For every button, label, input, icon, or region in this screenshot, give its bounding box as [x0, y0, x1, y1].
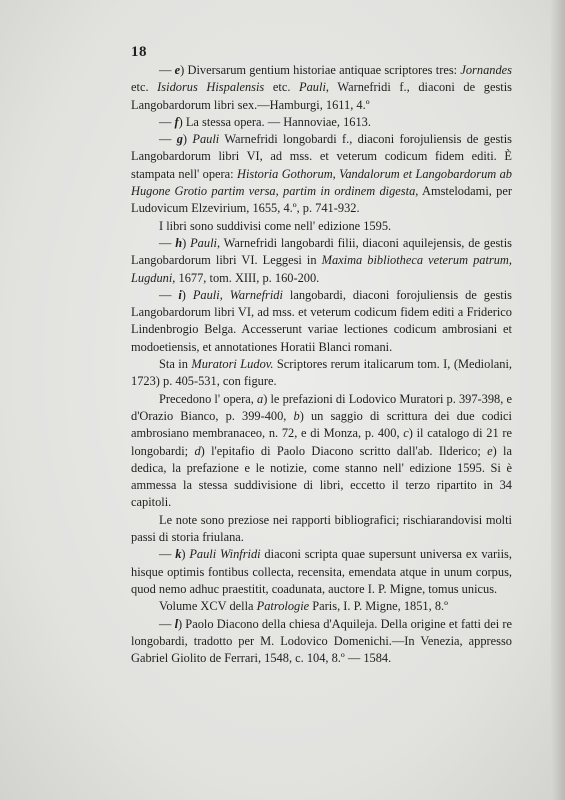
- italic-text: c: [403, 426, 409, 441]
- text-run: Warnefridi langobardi filii, diaconi aquilejensis, de gestis Langobardorum libri VI. Leggesi in: [131, 235, 512, 268]
- italic-text: Pauli: [192, 132, 220, 147]
- text-run: —: [159, 63, 175, 77]
- text-run: —: [159, 547, 176, 562]
- italic-text: Muratori Ludov.: [191, 357, 274, 372]
- paragraph: [131, 235, 512, 287]
- italic-text: Maxima bibliotheca veterum patrum, Lugduni,: [131, 253, 512, 285]
- paragraph: [131, 62, 512, 114]
- text-run: I libri sono suddivisi come nell' edizione 1595.: [159, 218, 392, 233]
- italic-text: Pauli,: [190, 235, 221, 250]
- text-run: ) la dedica, la prefazione e le notizie, come stanno nell' edizione 1595. Si è ammessa la stessa suddivisione di libri, eccetto il terzo ripartito in 34 capitoli.: [131, 443, 512, 510]
- entry-marker: f: [174, 114, 179, 129]
- entry-marker: i: [178, 287, 182, 302]
- text-run: 1677, tom. XIII, p. 160-200.: [175, 270, 320, 285]
- italic-text: b: [293, 408, 300, 423]
- text-run: ): [182, 132, 193, 147]
- text-run: Sta in: [159, 357, 192, 372]
- text-run: Amstelodami, per Ludovicum Elzevirium, 1655, 4.º, p. 741-932.: [131, 184, 512, 216]
- italic-text: Jornandes: [460, 63, 512, 77]
- text-run: Le note sono preziose nei rapporti bibliografici; rischiarandovisi molti passi di storia friulana.: [131, 512, 512, 545]
- italic-text: Patrologie: [256, 599, 310, 614]
- page-number: 18: [131, 44, 147, 60]
- italic-text: Pauli: [299, 80, 326, 95]
- text-run: ): [182, 235, 191, 250]
- italic-text: Historia Gothorum, Vandalorum et Langobardorum ab Hugone Grotio partim versa, partim in ordinem digesta,: [131, 166, 513, 199]
- paragraph: [131, 356, 512, 391]
- paragraph: [131, 512, 512, 547]
- paragraph: [131, 546, 512, 598]
- italic-text: e: [487, 443, 493, 458]
- italic-text: a: [257, 391, 264, 406]
- text-run: diaconi scripta quae supersunt universa ex variis, hisque optimis fontibus collecta, recensita, emendata atque in unum corpus, quod nemo adhuc praestitit, coadunata, auctore I. P. Migne, tomus unicus.: [131, 547, 512, 596]
- text-run: ) le prefazioni di Lodovico Muratori p. 397-398, e d'Orazio Bianco, p. 399-400,: [131, 391, 512, 423]
- text-run: Warnefridi longobardi f., diaconi forojuliensis de gestis Langobardorum libri VI, ad mss. et veterum codicum fidem editi. È stampata nell' opera:: [131, 132, 512, 181]
- text-run: , Warnefridi f., diaconi de gestis Langobardorum libri sex.—Hamburgi, 1611, 4.º: [131, 80, 512, 112]
- text-run: ): [181, 547, 190, 562]
- text-run: ) l'epitafio di Paolo Diacono scritto dall'ab. Ilderico;: [200, 443, 488, 458]
- text-run: etc.: [264, 80, 300, 95]
- text-run: ) Paolo Diacono della chiesa d'Aquileja. Della origine et fatti dei re longobardi, tradotto per M. Lodovico Domenichi.—In Venezia, appresso Gabriel Giolito de Ferrari, 1548, c. 104, 8.º — 1584.: [131, 616, 512, 666]
- text-run: ) Diversarum gentium historiae antiquae scriptores tres:: [180, 63, 461, 77]
- entry-marker: l: [174, 616, 179, 631]
- paragraph: [131, 114, 512, 131]
- entry-marker: e: [174, 63, 181, 77]
- text-run: —: [159, 616, 175, 631]
- italic-text: d: [194, 443, 201, 458]
- text-run: —: [159, 132, 177, 147]
- italic-text: Pauli Winfridi: [189, 547, 261, 562]
- paragraph: [131, 218, 512, 235]
- paragraph: [131, 598, 512, 615]
- text-run: ) un saggio di scrittura dei due codici ambrosiano membranaceo, n. 72, e di Monza, p. 400,: [131, 408, 512, 441]
- text-run: ) il catalogo di 21 re longobardi;: [131, 426, 512, 458]
- entry-marker: k: [175, 547, 182, 562]
- text-run: Paris, I. P. Migne, 1851, 8.º: [309, 599, 448, 614]
- italic-text: Pauli, Warnefridi: [192, 287, 283, 302]
- text-run: ): [181, 287, 193, 302]
- text-run: Precedono l' opera,: [159, 391, 258, 406]
- text-run: —: [159, 235, 176, 250]
- text-run: —: [159, 114, 175, 129]
- page-gutter-shadow: [551, 0, 565, 800]
- text-run: —: [159, 287, 179, 302]
- entry-marker: g: [176, 132, 183, 147]
- text-run: Scriptores rerum italicarum tom. I, (Mediolani, 1723) p. 405-531, con figure.: [131, 357, 512, 389]
- paragraph: [131, 131, 512, 217]
- text-run: langobardi, diaconi forojuliensis de gestis Langobardorum libri VI, ad mss. et veterum codicum fidem editi a Friderico Lindenbrogio Belga. Accesserunt variae lectiones codicum ambrosiani et modoetiensis, et annotationes Horatii Blanci romani.: [131, 287, 512, 354]
- text-run: Volume XCV della: [159, 599, 257, 614]
- italic-text: Isidorus Hispalensis: [157, 80, 265, 95]
- paragraph: [131, 616, 512, 668]
- paragraph: [131, 391, 512, 512]
- entry-marker: h: [175, 235, 183, 250]
- text-run: ) La stessa opera. — Hannoviae, 1613.: [178, 114, 371, 129]
- paragraph: [131, 287, 512, 356]
- page-body-text: [131, 62, 512, 667]
- text-run: etc.: [131, 80, 158, 95]
